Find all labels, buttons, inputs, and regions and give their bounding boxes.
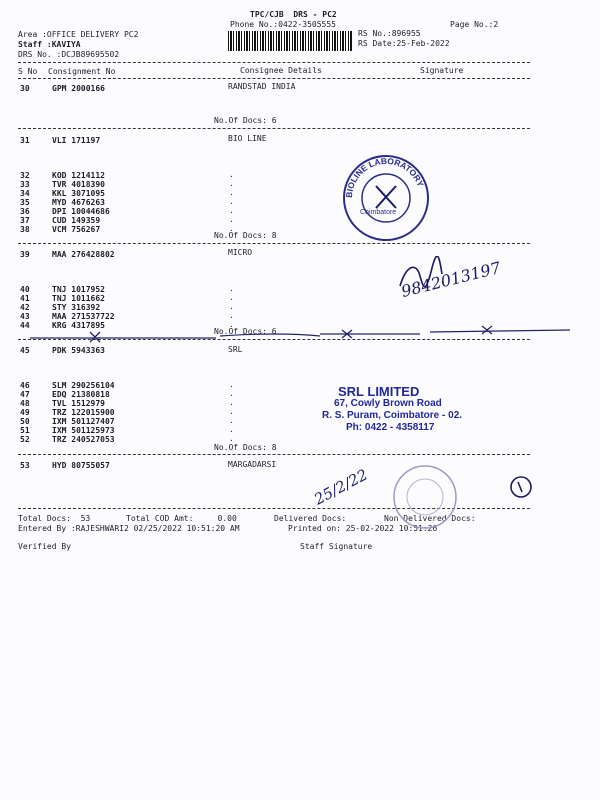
row-sno: 33	[20, 180, 30, 189]
row-sno: 35	[20, 198, 30, 207]
report-title: TPC/CJB DRS - PC2	[250, 10, 337, 19]
doc-count: No.Of Docs: 6	[214, 116, 277, 125]
row-sno: 40	[20, 285, 30, 294]
row-sno: 39	[20, 250, 30, 259]
staff-signature: Staff Signature	[300, 542, 373, 551]
handwritten-circle-mark	[508, 474, 534, 500]
bioline-stamp	[340, 152, 432, 244]
row-dot: .	[229, 311, 234, 320]
row-consignment: KRG 4317895	[52, 321, 105, 330]
row-sno: 50	[20, 417, 30, 426]
entered-by: Entered By :RAJESHWARI2 02/25/2022 10:51:20 AM	[18, 524, 240, 533]
row-dot: .	[229, 215, 234, 224]
row-dot: .	[229, 425, 234, 434]
row-sno: 48	[20, 399, 30, 408]
printed-on: Printed on: 25-02-2022 10:51:26	[288, 524, 438, 533]
row-consignee: MICRO	[228, 248, 253, 257]
column-consignment: Consignment No	[48, 67, 116, 76]
handwritten-date-srl: 25/2/22	[311, 465, 371, 509]
row-consignment: TVL 1512979	[52, 399, 105, 408]
row-sno: 34	[20, 189, 30, 198]
row-sno: 42	[20, 303, 30, 312]
srl-stamp-phone: Ph: 0422 - 4358117	[346, 422, 435, 433]
row-sno: 43	[20, 312, 30, 321]
row-consignment: KKL 3071095	[52, 189, 105, 198]
row-dot: .	[229, 179, 234, 188]
group-divider	[18, 454, 530, 455]
row-dot: .	[229, 293, 234, 302]
page-number: Page No.:2	[450, 20, 499, 29]
row-dot: .	[229, 170, 234, 179]
srl-stamp-line2: R. S. Puram, Coimbatore - 02.	[322, 410, 463, 421]
rs-number: RS No.:896955	[358, 29, 421, 38]
row-consignee: BIO LINE	[228, 134, 267, 143]
row-sno: 51	[20, 426, 30, 435]
row-consignment: VCM 756267	[52, 225, 101, 234]
row-consignment: TRZ 122015900	[52, 408, 115, 417]
row-consignment: VLI 171197	[52, 136, 101, 145]
non-delivered-docs: Non Delivered Docs:	[384, 514, 476, 523]
column-details: Consignee Details	[240, 66, 322, 75]
handwritten-signature-micro: 9842013197	[399, 257, 503, 302]
row-dot: .	[229, 302, 234, 311]
row-consignment: PDK 5943363	[52, 346, 105, 355]
doc-count: No.Of Docs: 6	[214, 327, 277, 336]
signature-scribble	[396, 256, 446, 296]
phone-number: Phone No.:0422-3505555	[230, 20, 336, 29]
row-dot: .	[229, 320, 234, 329]
row-consignment: MAA 276428802	[52, 250, 115, 259]
doc-count: No.Of Docs: 8	[214, 443, 277, 452]
row-consignment: MAA 271537722	[52, 312, 115, 321]
row-dot: .	[229, 389, 234, 398]
row-sno: 38	[20, 225, 30, 234]
row-sno: 49	[20, 408, 30, 417]
faint-stamp	[390, 462, 460, 532]
row-consignee: RANDSTAD INDIA	[228, 82, 296, 91]
row-consignee: MARGADARSI	[228, 460, 277, 469]
row-consignment: TNJ 1011662	[52, 294, 105, 303]
bioline-stamp-text: BIOLINE LABORATORY	[343, 155, 426, 199]
row-dot: .	[229, 224, 234, 233]
row-consignment: IXM 501127407	[52, 417, 115, 426]
row-dot: .	[229, 206, 234, 215]
row-dot: .	[229, 197, 234, 206]
row-dot: .	[229, 434, 234, 443]
row-sno: 45	[20, 346, 30, 355]
row-consignment: TVR 4018390	[52, 180, 105, 189]
row-consignment: TNJ 1017952	[52, 285, 105, 294]
row-consignment: TRZ 240527053	[52, 435, 115, 444]
columns-divider	[18, 78, 530, 79]
row-consignment: HYD 80755057	[52, 461, 110, 470]
row-consignment: MYD 4676263	[52, 198, 105, 207]
row-consignment: STY 316392	[52, 303, 101, 312]
row-sno: 36	[20, 207, 30, 216]
header-divider	[18, 62, 530, 63]
row-sno: 47	[20, 390, 30, 399]
row-dot: .	[229, 284, 234, 293]
row-dot: .	[229, 188, 234, 197]
srl-stamp-name: SRL LIMITED	[338, 384, 420, 399]
row-dot: .	[229, 380, 234, 389]
group-divider	[18, 243, 530, 244]
delivered-docs: Delivered Docs:	[274, 514, 347, 523]
rs-date: RS Date:25-Feb-2022	[358, 39, 450, 48]
verified-by: Verified By	[18, 542, 71, 551]
drs-number: DRS No. :DCJB89695502	[18, 50, 120, 59]
row-consignment: IXM 501125973	[52, 426, 115, 435]
row-sno: 31	[20, 136, 30, 145]
doc-count: No.Of Docs: 8	[214, 231, 277, 240]
barcode	[228, 31, 352, 51]
row-consignee: SRL	[228, 345, 243, 354]
total-docs: Total Docs: 53	[18, 514, 91, 523]
row-consignment: EDQ 21380818	[52, 390, 110, 399]
row-sno: 46	[20, 381, 30, 390]
row-dot: .	[229, 407, 234, 416]
column-sno: S No	[18, 67, 38, 76]
srl-stamp-line1: 67, Cowly Brown Road	[334, 398, 442, 409]
row-sno: 53	[20, 461, 30, 470]
row-consignment: DPI 10044686	[52, 207, 110, 216]
row-sno: 37	[20, 216, 30, 225]
column-signature: Signature	[420, 66, 464, 75]
total-cod: Total COD Amt: 0.00	[126, 514, 237, 523]
pen-strokes	[20, 320, 580, 360]
row-consignment: GPM 2000166	[52, 84, 105, 93]
row-dot: .	[229, 416, 234, 425]
area-label: Area :OFFICE DELIVERY PC2	[18, 30, 139, 39]
row-consignment: SLM 290256104	[52, 381, 115, 390]
row-sno: 52	[20, 435, 30, 444]
row-sno: 32	[20, 171, 30, 180]
row-consignment: CUD 149359	[52, 216, 101, 225]
bioline-stamp-city: Coimbatore	[360, 209, 397, 216]
row-sno: 41	[20, 294, 30, 303]
row-consignment: KOD 1214112	[52, 171, 105, 180]
row-sno: 30	[20, 84, 30, 93]
staff-label: Staff :KAVIYA	[18, 40, 81, 49]
row-dot: .	[229, 398, 234, 407]
group-divider	[18, 128, 530, 129]
row-sno: 44	[20, 321, 30, 330]
